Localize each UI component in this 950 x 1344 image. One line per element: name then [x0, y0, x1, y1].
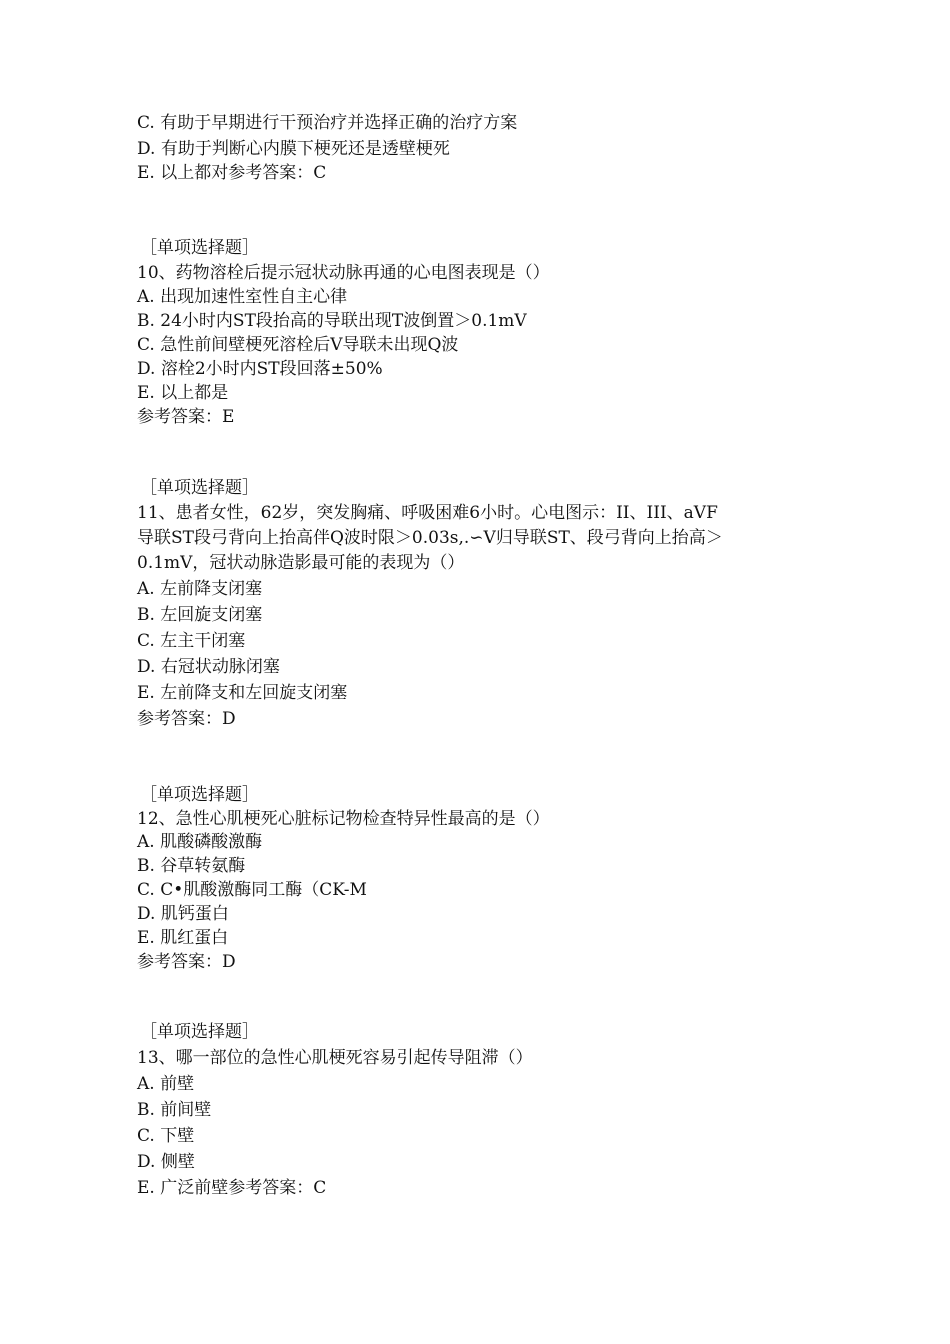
option-a: A. 前壁: [137, 1074, 195, 1094]
question-type-tag: ［单项选择题］: [140, 478, 259, 498]
option-c: C. C•肌酸激酶同工酶（CK-M: [137, 880, 367, 900]
option-a: A. 左前降支闭塞: [137, 579, 263, 599]
option-c: C. 下壁: [137, 1126, 195, 1146]
question-stem: 0.1mV，冠状动脉造影最可能的表现为（）: [137, 553, 465, 573]
option-d: D. 肌钙蛋白: [137, 904, 229, 924]
option-d: D. 溶栓2小时内ST段回落±50%: [137, 359, 383, 379]
option-e: E. 肌红蛋白: [137, 928, 229, 948]
option-c: C. 有助于早期进行干预治疗并选择正确的治疗方案: [137, 113, 518, 133]
option-e: E. 左前降支和左回旋支闭塞: [137, 683, 348, 703]
option-d: D. 有助于判断心内膜下梗死还是透壁梗死: [137, 139, 450, 159]
answer-line: 参考答案：D: [137, 952, 236, 972]
option-e-with-answer: E. 以上都对参考答案：C: [137, 163, 327, 183]
answer-line: 参考答案：E: [137, 407, 235, 427]
question-type-tag: ［单项选择题］: [140, 1022, 259, 1042]
option-b: B. 24小时内ST段抬高的导联出现T波倒置＞0.1mV: [137, 311, 527, 331]
option-c: C. 左主干闭塞: [137, 631, 246, 651]
question-stem: 导联ST段弓背向上抬高伴Q波时限＞0.03s,.∽V归导联ST、段弓背向上抬高＞: [137, 528, 723, 548]
question-type-tag: ［单项选择题］: [140, 238, 259, 258]
option-a: A. 肌酸磷酸激酶: [137, 832, 263, 852]
question-stem: 10、药物溶栓后提示冠状动脉再通的心电图表现是（）: [137, 263, 550, 283]
option-a: A. 出现加速性室性自主心律: [137, 287, 348, 307]
question-stem: 11、患者女性，62岁，突发胸痛、呼吸困难6小时。心电图示：II、III、aVF: [137, 503, 718, 523]
question-stem: 12、急性心肌梗死心脏标记物检查特异性最高的是（）: [137, 809, 550, 829]
question-stem: 13、哪一部位的急性心肌梗死容易引起传导阻滞（）: [137, 1048, 533, 1068]
answer-line: 参考答案：D: [137, 709, 236, 729]
option-b: B. 谷草转氨酶: [137, 856, 246, 876]
option-b: B. 前间壁: [137, 1100, 212, 1120]
option-d: D. 右冠状动脉闭塞: [137, 657, 280, 677]
option-d: D. 侧壁: [137, 1152, 195, 1172]
option-e-with-answer: E. 广泛前壁参考答案：C: [137, 1178, 327, 1198]
option-e: E. 以上都是: [137, 383, 229, 403]
option-b: B. 左回旋支闭塞: [137, 605, 263, 625]
question-type-tag: ［单项选择题］: [140, 785, 259, 805]
option-c: C. 急性前间壁梗死溶栓后V导联未出现Q波: [137, 335, 459, 355]
